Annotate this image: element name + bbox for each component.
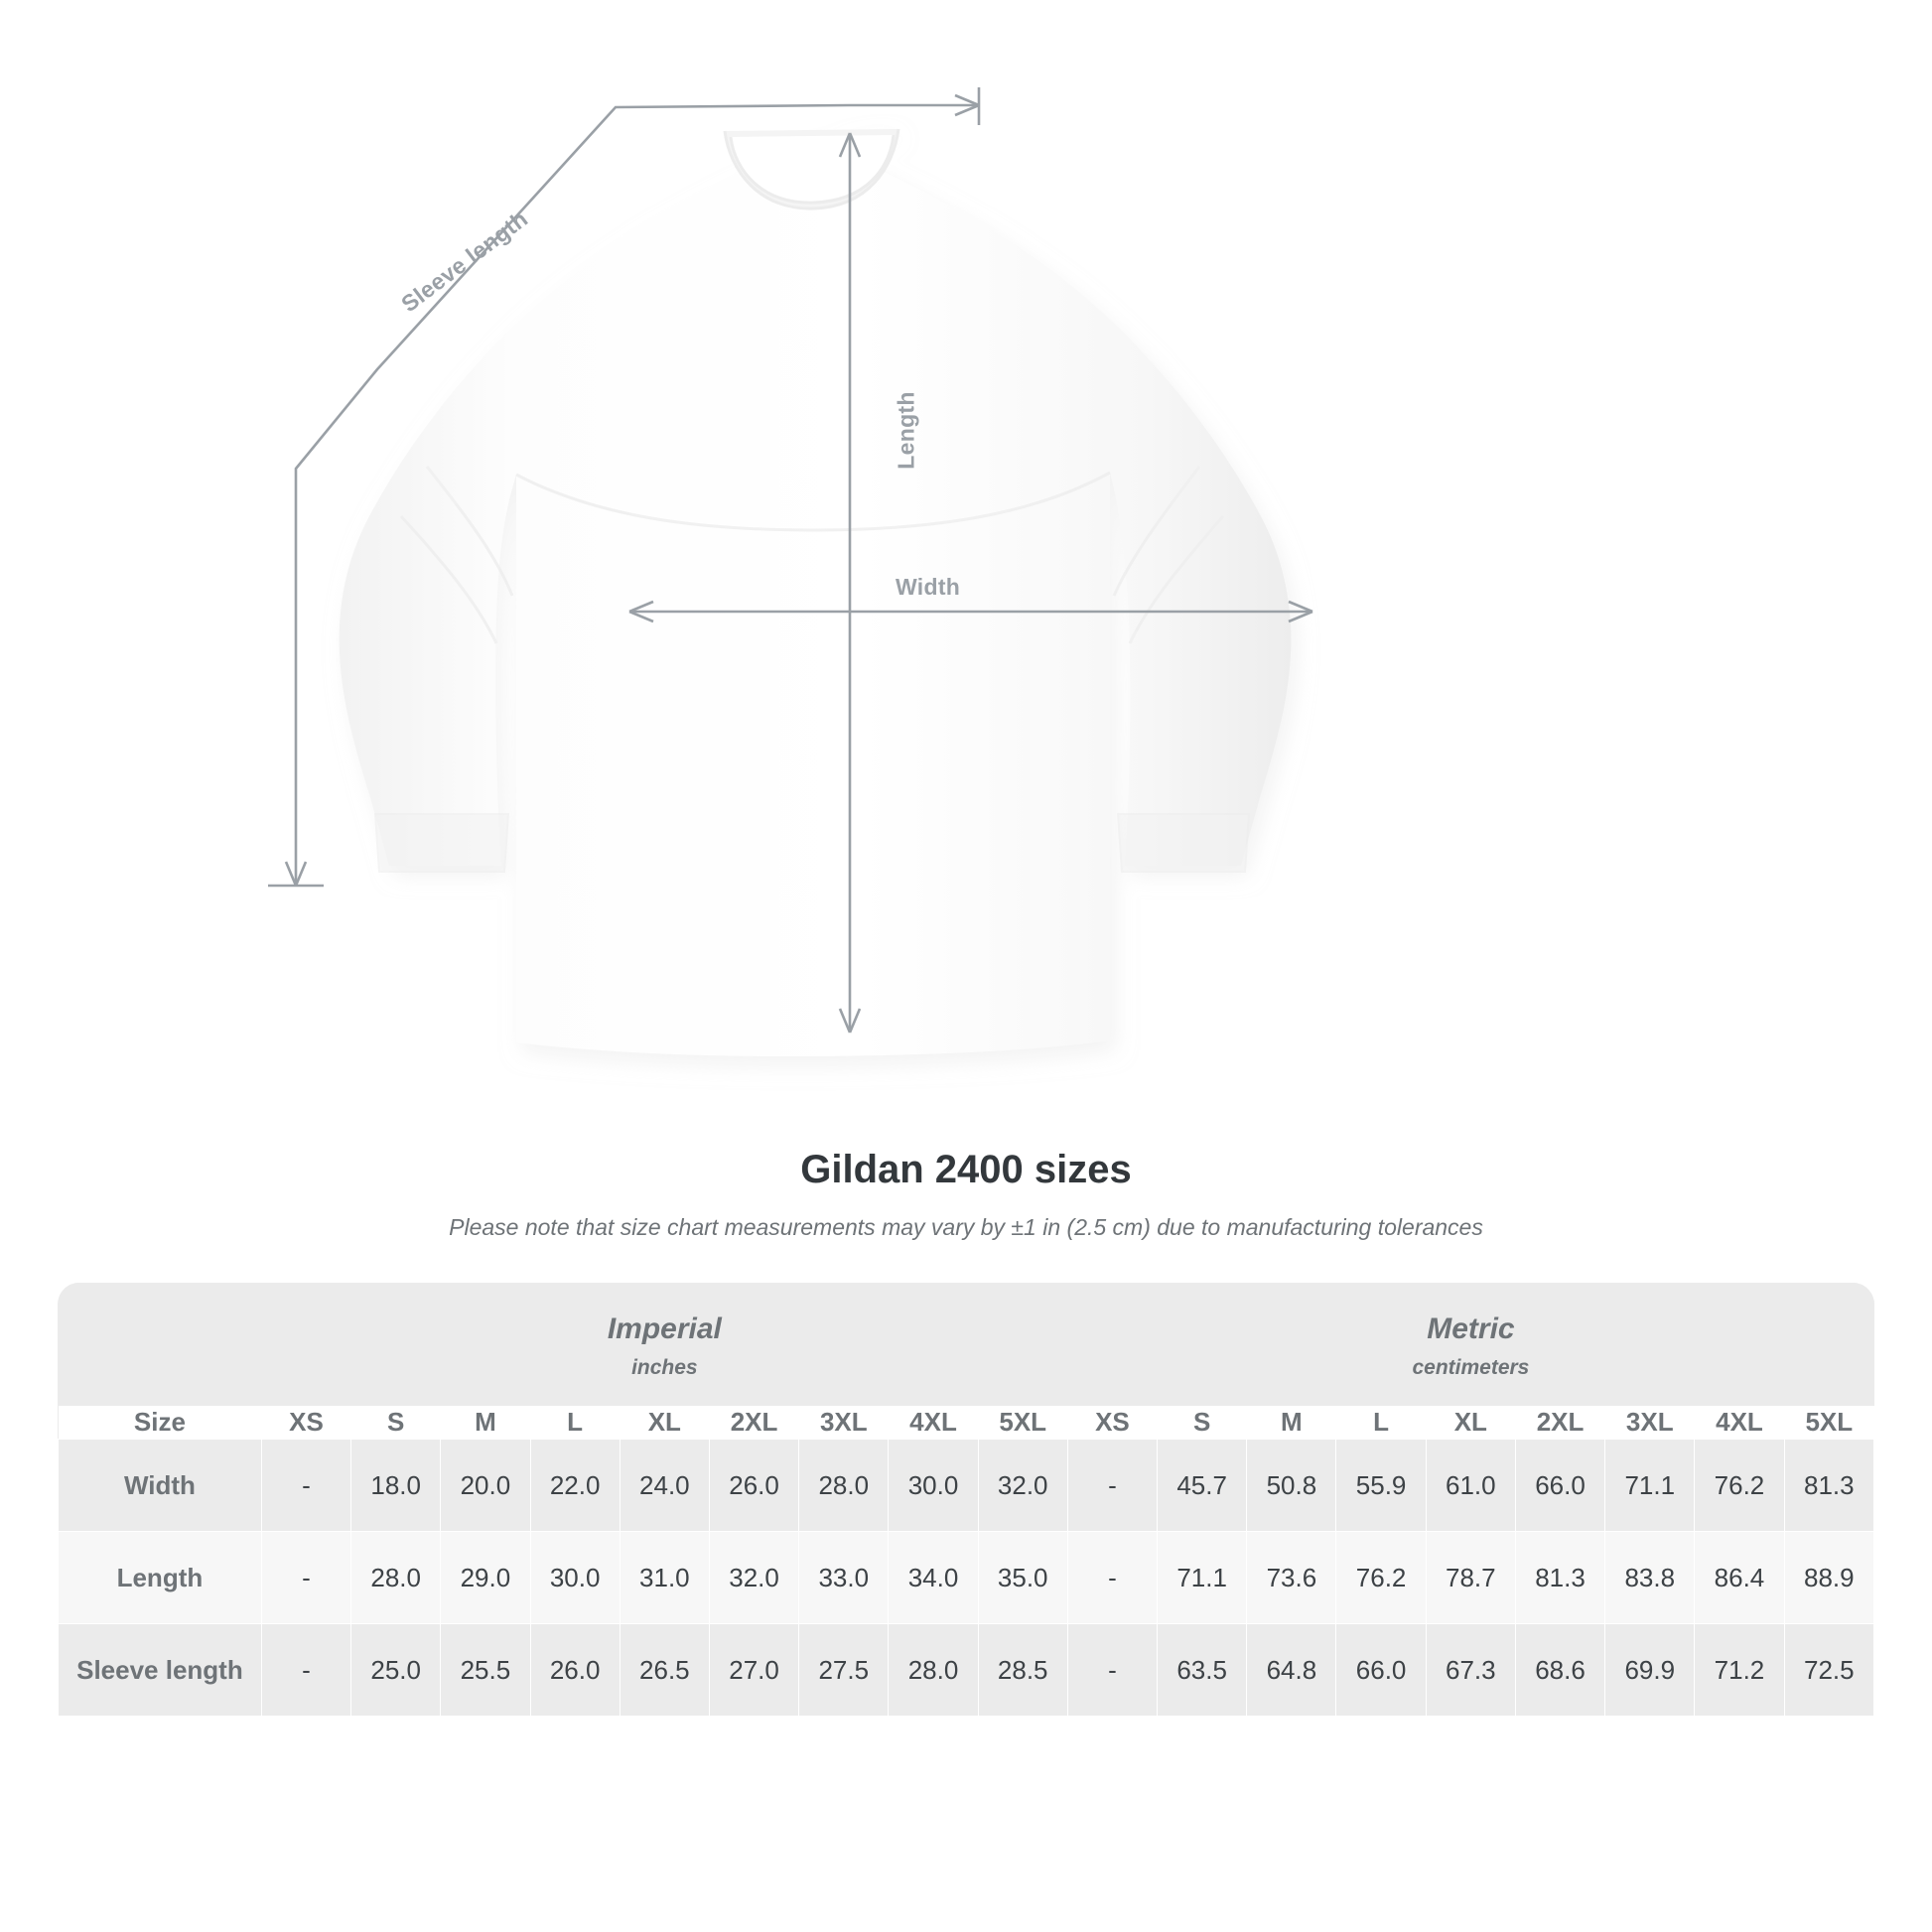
title-block bbox=[0, 1148, 1932, 1241]
cell: 86.4 bbox=[1695, 1532, 1784, 1624]
column-header: 3XL bbox=[799, 1406, 889, 1440]
size-chart-table-wrapper bbox=[58, 1283, 1874, 1717]
table-row bbox=[59, 1532, 1874, 1624]
cell: 27.0 bbox=[709, 1624, 798, 1717]
cell: 32.0 bbox=[709, 1532, 798, 1624]
page-title: Gildan 2400 sizes bbox=[800, 1148, 1132, 1191]
row-header-size: Size bbox=[59, 1406, 262, 1440]
cell: 63.5 bbox=[1158, 1624, 1247, 1717]
dimension-label-length: Length bbox=[893, 391, 919, 470]
cell: 88.9 bbox=[1784, 1532, 1873, 1624]
unit-group-metric-sub: centimeters bbox=[1412, 1356, 1530, 1379]
cell: 71.1 bbox=[1605, 1440, 1695, 1532]
table-row bbox=[59, 1440, 1874, 1532]
column-header: XL bbox=[620, 1406, 709, 1440]
row-label-width: Width bbox=[59, 1440, 262, 1532]
cell: 18.0 bbox=[351, 1440, 441, 1532]
column-header: S bbox=[1158, 1406, 1247, 1440]
cell: 26.0 bbox=[530, 1624, 620, 1717]
column-header: 5XL bbox=[978, 1406, 1067, 1440]
column-header: L bbox=[1336, 1406, 1426, 1440]
size-chart-table bbox=[58, 1283, 1874, 1717]
cell: 32.0 bbox=[978, 1440, 1067, 1532]
cell: 30.0 bbox=[530, 1532, 620, 1624]
cell: 34.0 bbox=[889, 1532, 978, 1624]
cell: 24.0 bbox=[620, 1440, 709, 1532]
cell: - bbox=[261, 1440, 350, 1532]
column-header: 3XL bbox=[1605, 1406, 1695, 1440]
row-label-sleeve-length: Sleeve length bbox=[59, 1624, 262, 1717]
cell: 26.0 bbox=[709, 1440, 798, 1532]
tolerance-note: Please note that size chart measurements may vary by ±1 in (2.5 cm) due to manufacturing tolerances bbox=[449, 1214, 1483, 1240]
size-header-row bbox=[59, 1406, 1874, 1440]
table-row bbox=[59, 1624, 1874, 1717]
cell: 25.5 bbox=[441, 1624, 530, 1717]
cell: 28.0 bbox=[351, 1532, 441, 1624]
cell: 81.3 bbox=[1784, 1440, 1873, 1532]
cell: 28.0 bbox=[799, 1440, 889, 1532]
cell: 25.0 bbox=[351, 1624, 441, 1717]
column-header: XS bbox=[1067, 1406, 1157, 1440]
cell: 33.0 bbox=[799, 1532, 889, 1624]
column-header: M bbox=[441, 1406, 530, 1440]
cell: 67.3 bbox=[1426, 1624, 1515, 1717]
cell: 72.5 bbox=[1784, 1624, 1873, 1717]
column-header: 4XL bbox=[1695, 1406, 1784, 1440]
dimension-label-width: Width bbox=[896, 574, 961, 600]
cell: 76.2 bbox=[1695, 1440, 1784, 1532]
cell: 83.8 bbox=[1605, 1532, 1695, 1624]
cell: 27.5 bbox=[799, 1624, 889, 1717]
cell: - bbox=[1067, 1440, 1157, 1532]
cell: 26.5 bbox=[620, 1624, 709, 1717]
cell: 55.9 bbox=[1336, 1440, 1426, 1532]
unit-group-spacer bbox=[59, 1283, 262, 1406]
cell: 78.7 bbox=[1426, 1532, 1515, 1624]
row-label-length: Length bbox=[59, 1532, 262, 1624]
cell: 29.0 bbox=[441, 1532, 530, 1624]
cell: - bbox=[1067, 1624, 1157, 1717]
dimension-label-sleeve-length: Sleeve length bbox=[396, 205, 533, 318]
unit-group-imperial-name: Imperial bbox=[607, 1312, 722, 1345]
column-header: L bbox=[530, 1406, 620, 1440]
cell: 20.0 bbox=[441, 1440, 530, 1532]
cell: 64.8 bbox=[1247, 1624, 1336, 1717]
cell: - bbox=[1067, 1532, 1157, 1624]
cell: 73.6 bbox=[1247, 1532, 1336, 1624]
unit-group-metric-name: Metric bbox=[1427, 1312, 1515, 1345]
column-header: M bbox=[1247, 1406, 1336, 1440]
column-header: 2XL bbox=[709, 1406, 798, 1440]
cell: 69.9 bbox=[1605, 1624, 1695, 1717]
cell: 66.0 bbox=[1336, 1624, 1426, 1717]
cell: - bbox=[261, 1624, 350, 1717]
cell: 28.0 bbox=[889, 1624, 978, 1717]
unit-group-header-row bbox=[59, 1283, 1874, 1406]
cell: 35.0 bbox=[978, 1532, 1067, 1624]
cell: 71.2 bbox=[1695, 1624, 1784, 1717]
unit-group-metric bbox=[1067, 1283, 1873, 1406]
cell: 28.5 bbox=[978, 1624, 1067, 1717]
cell: 76.2 bbox=[1336, 1532, 1426, 1624]
cell: 30.0 bbox=[889, 1440, 978, 1532]
unit-group-imperial bbox=[261, 1283, 1067, 1406]
cell: 45.7 bbox=[1158, 1440, 1247, 1532]
cell: 31.0 bbox=[620, 1532, 709, 1624]
cell: 61.0 bbox=[1426, 1440, 1515, 1532]
cell: 22.0 bbox=[530, 1440, 620, 1532]
cell: 66.0 bbox=[1515, 1440, 1604, 1532]
cell: 68.6 bbox=[1515, 1624, 1604, 1717]
cell: 71.1 bbox=[1158, 1532, 1247, 1624]
cell: 81.3 bbox=[1515, 1532, 1604, 1624]
cell: - bbox=[261, 1532, 350, 1624]
column-header: S bbox=[351, 1406, 441, 1440]
column-header: 5XL bbox=[1784, 1406, 1873, 1440]
cell: 50.8 bbox=[1247, 1440, 1336, 1532]
column-header: 2XL bbox=[1515, 1406, 1604, 1440]
unit-group-imperial-sub: inches bbox=[631, 1356, 698, 1379]
column-header: 4XL bbox=[889, 1406, 978, 1440]
column-header: XS bbox=[261, 1406, 350, 1440]
column-header: XL bbox=[1426, 1406, 1515, 1440]
